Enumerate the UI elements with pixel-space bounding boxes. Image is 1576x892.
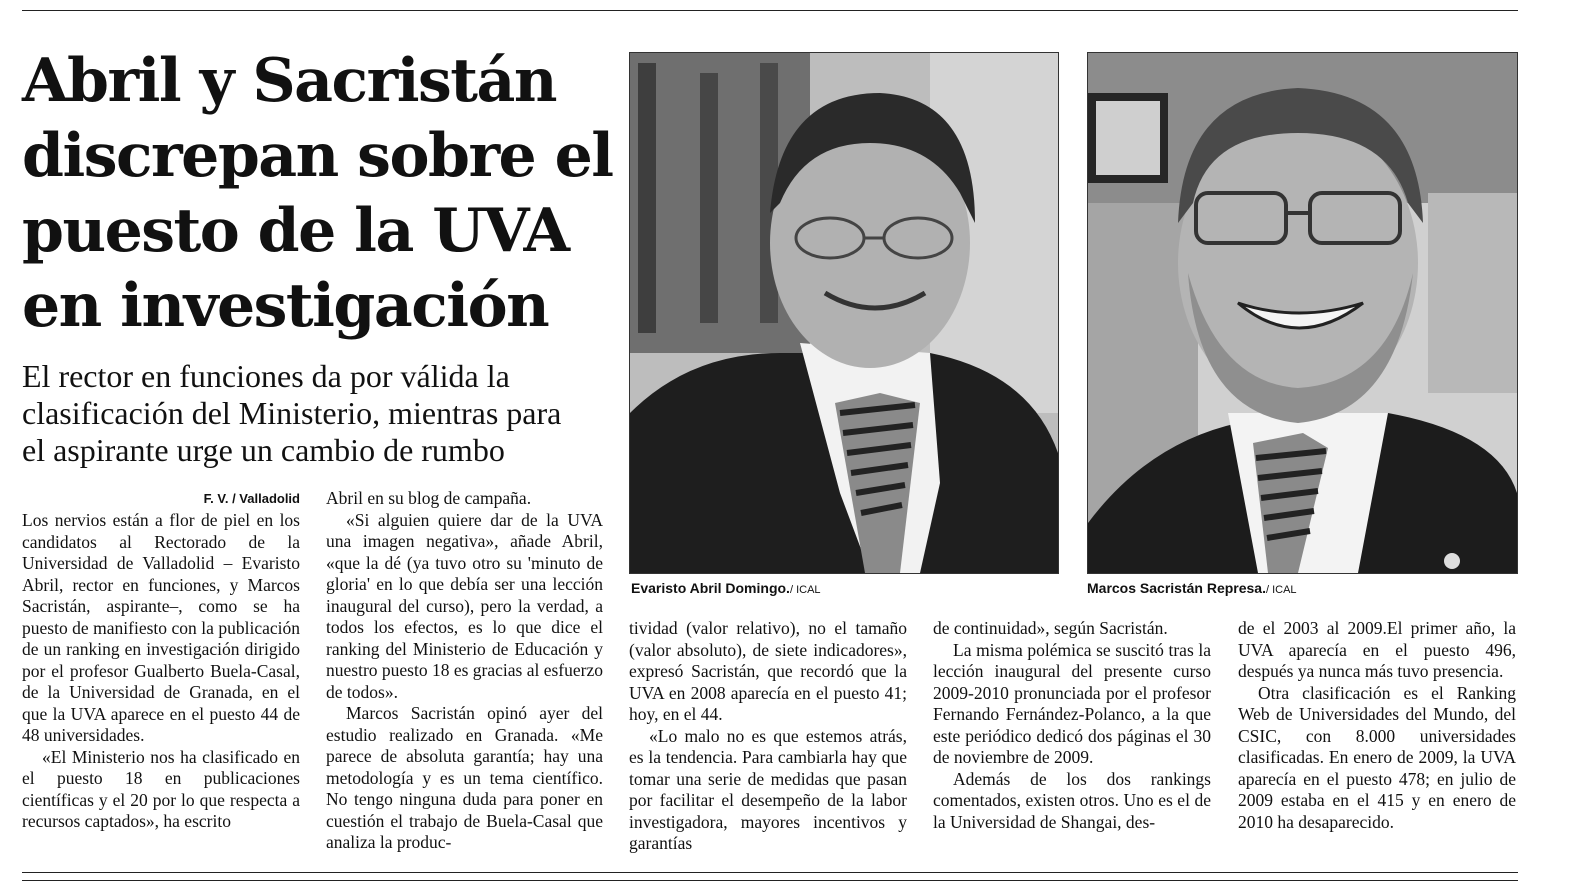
headline-line: discrepan sobre el	[22, 121, 613, 191]
photo-marcos-sacristan	[1087, 52, 1518, 574]
deck-subheadline	[22, 358, 602, 469]
body-paragraph: La misma polémica se suscitó tras la lección inaugural del presente curso 2009-2010 pronunciada por el profesor Fernando Fernández-Polanco, a la que este periódico dedicó dos páginas el 30 de noviembre de 2009.	[933, 639, 1211, 767]
body-paragraph: Los nervios están a flor de piel en los candidatos al Rectorado de la Universidad de Valladolid – Evaristo Abril, rector en funciones, y Marcos Sacristán, aspirante–, como se ha puesto de manifiesto con la publicación de un ranking en investigación dirigido por el profesor Gualberto Buela-Casal, de la Universidad de Granada, en el que la UVA aparece en el puesto 44 de 48 universidades.	[22, 510, 300, 745]
body-paragraph: tividad (valor relativo), no el tamaño (valor absoluto), de siete indicadores», expresó Sacristán, que recordó que la UVA en 2008 aparecía en el puesto 41; hoy, en el 44.	[629, 618, 907, 724]
body-column-5	[1238, 618, 1516, 833]
photo-caption	[1087, 580, 1297, 596]
caption-text: Marcos Sacristán Represa.	[1087, 580, 1266, 596]
bottom-rule-2	[22, 880, 1518, 881]
body-paragraph: «El Ministerio nos ha clasificado en el puesto 18 en publicaciones científicas y el 20 por lo que respecta a recursos captados», ha escrito	[22, 746, 300, 831]
headline-line: puesto de la UVA	[22, 196, 569, 266]
body-paragraph: de el 2003 al 2009.El primer año, la UVA aparecía en el puesto 496, después ya nunca más tuvo presencia.	[1238, 618, 1516, 681]
portrait-illustration	[630, 53, 1058, 573]
body-column-1	[22, 488, 300, 833]
byline: F. V. / Valladolid	[203, 491, 300, 506]
body-paragraph: «Si alguien quiere dar de la UVA una imagen negativa», añade Abril, «que la dé (ya tuvo otro su 'minuto de gloria' en lo que debía ser una lección inaugural del curso), pero la verdad, a todos los efectos, es lo que dice el ranking del Ministerio de Educación y nuestro puesto 18 es gracias al esfuerzo de todos».	[326, 509, 603, 702]
photo-credit: / ICAL	[789, 584, 821, 596]
photo-evaristo-abril	[629, 52, 1059, 574]
body-paragraph: Marcos Sacristán opinó ayer del estudio realizado en Granada. «Me parece de absoluta garantía; hay una metodología y es un tema científico. No tengo ninguna duda para poner en cuestión el trabajo de Buela-Casal que analiza la produc-	[326, 703, 603, 852]
portrait-illustration	[1088, 53, 1517, 573]
bottom-rule	[22, 872, 1518, 873]
body-paragraph: Otra clasificación es el Ranking Web de Universidades del Mundo, del CSIC, con 8.000 universidades clasificadas. En enero de 2009, la UVA aparecía en el puesto 478; en julio de 2009 estaba en el 415 y en enero de 2010 ha desaparecido.	[1238, 682, 1516, 832]
body-column-2	[326, 488, 603, 854]
body-paragraph: «Lo malo no es que estemos atrás, es la tendencia. Para cambiarla hay que tomar una serie de medidas que pasan por facilitar el desempeño de la labor investigadora, mayores incentivos y garantías	[629, 725, 907, 853]
body-paragraph: Además de los dos rankings comentados, existen otros. Uno es el de la Universidad de Shangai, des-	[933, 768, 1211, 832]
body-column-3	[629, 618, 907, 855]
photo-credit: / ICAL	[1265, 584, 1297, 596]
caption-text: Evaristo Abril Domingo.	[631, 580, 790, 596]
body-paragraph: de continuidad», según Sacristán.	[933, 618, 1168, 638]
deck-line: El rector en funciones da por válida la	[22, 358, 510, 394]
headline-line: en investigación	[22, 271, 549, 341]
headline-line: Abril y Sacristán	[22, 46, 556, 116]
photo-caption	[631, 580, 821, 596]
body-column-4	[933, 618, 1211, 833]
deck-line: el aspirante urge un cambio de rumbo	[22, 432, 505, 468]
deck-line: clasificación del Ministerio, mientras para	[22, 395, 562, 431]
top-rule	[22, 10, 1518, 11]
headline	[22, 44, 622, 344]
body-paragraph: Abril en su blog de campaña.	[326, 488, 532, 508]
